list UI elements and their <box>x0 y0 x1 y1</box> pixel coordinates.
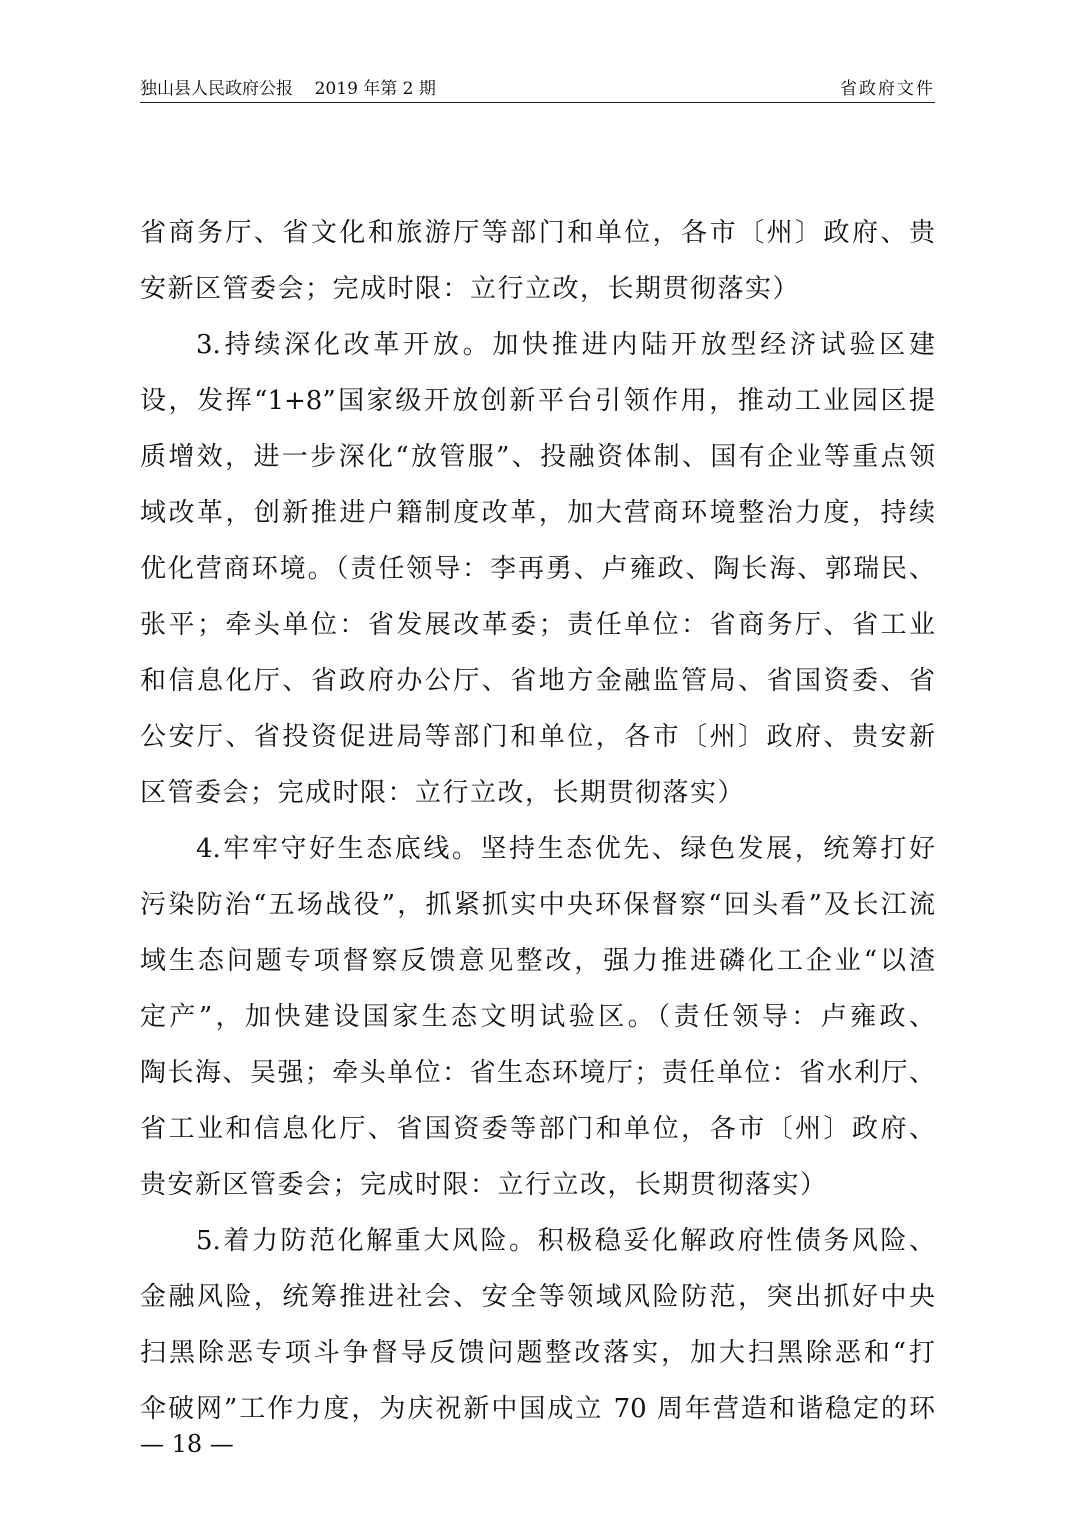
text-line: 5.着力防范化解重大风险。积极稳妥化解政府性债务风险、 <box>196 1226 935 1256</box>
text-line: 公安厅、省投资促进局等部门和单位，各市〔州〕政府、贵安新 <box>140 722 935 752</box>
header-section: 省政府文件 <box>840 79 935 99</box>
text-line: 质增效，进一步深化“放管服”、投融资体制、国有企业等重点领 <box>140 442 935 472</box>
text-line: 4.牢牢守好生态底线。坚持生态优先、绿色发展，统筹打好 <box>196 834 935 864</box>
text-line: 安新区管委会；完成时限：立行立改，长期贯彻落实） <box>140 274 801 304</box>
text-line: 贵安新区管委会；完成时限：立行立改，长期贯彻落实） <box>140 1170 828 1200</box>
text-line: 扫黑除恶专项斗争督导反馈问题整改落实，加大扫黑除恶和“打 <box>140 1338 935 1368</box>
text-line: 省商务厅、省文化和旅游厅等部门和单位，各市〔州〕政府、贵 <box>140 218 935 248</box>
text-line: 金融风险，统筹推进社会、安全等领域风险防范，突出抓好中央 <box>140 1282 935 1312</box>
text-line: 域改革，创新推进户籍制度改革，加大营商环境整治力度，持续 <box>140 498 935 528</box>
text-line: 和信息化厅、省政府办公厅、省地方金融监管局、省国资委、省 <box>140 666 935 696</box>
text-line: 伞破网”工作力度，为庆祝新中国成立 70 周年营造和谐稳定的环 <box>140 1394 935 1424</box>
text-line: 优化营商环境。（责任领导：李再勇、卢雍政、陶长海、郭瑞民、 <box>140 554 935 584</box>
page-number: — 18 — <box>140 1430 234 1458</box>
text-line: 省工业和信息化厅、省国资委等部门和单位，各市〔州〕政府、 <box>140 1114 935 1144</box>
text-line: 设，发挥“1+8”国家级开放创新平台引领作用，推动工业园区提 <box>140 386 935 416</box>
text-line: 区管委会；完成时限：立行立改，长期贯彻落实） <box>140 778 746 808</box>
text-line: 定产”，加快建设国家生态文明试验区。（责任领导：卢雍政、 <box>140 1002 935 1032</box>
header-publication: 独山县人民政府公报 2019 年第 2 期 <box>140 79 436 99</box>
text-line: 域生态问题专项督察反馈意见整改，强力推进磷化工企业“以渣 <box>140 946 935 976</box>
text-line: 张平；牵头单位：省发展改革委；责任单位：省商务厅、省工业 <box>140 610 935 640</box>
text-line: 污染防治“五场战役”，抓紧抓实中央环保督察“回头看”及长江流 <box>140 890 935 920</box>
text-line: 陶长海、吴强；牵头单位：省生态环境厅；责任单位：省水利厅、 <box>140 1058 935 1088</box>
document-body <box>140 205 935 1437</box>
text-line: 3.持续深化改革开放。加快推进内陆开放型经济试验区建 <box>196 330 935 360</box>
running-header <box>140 76 935 103</box>
